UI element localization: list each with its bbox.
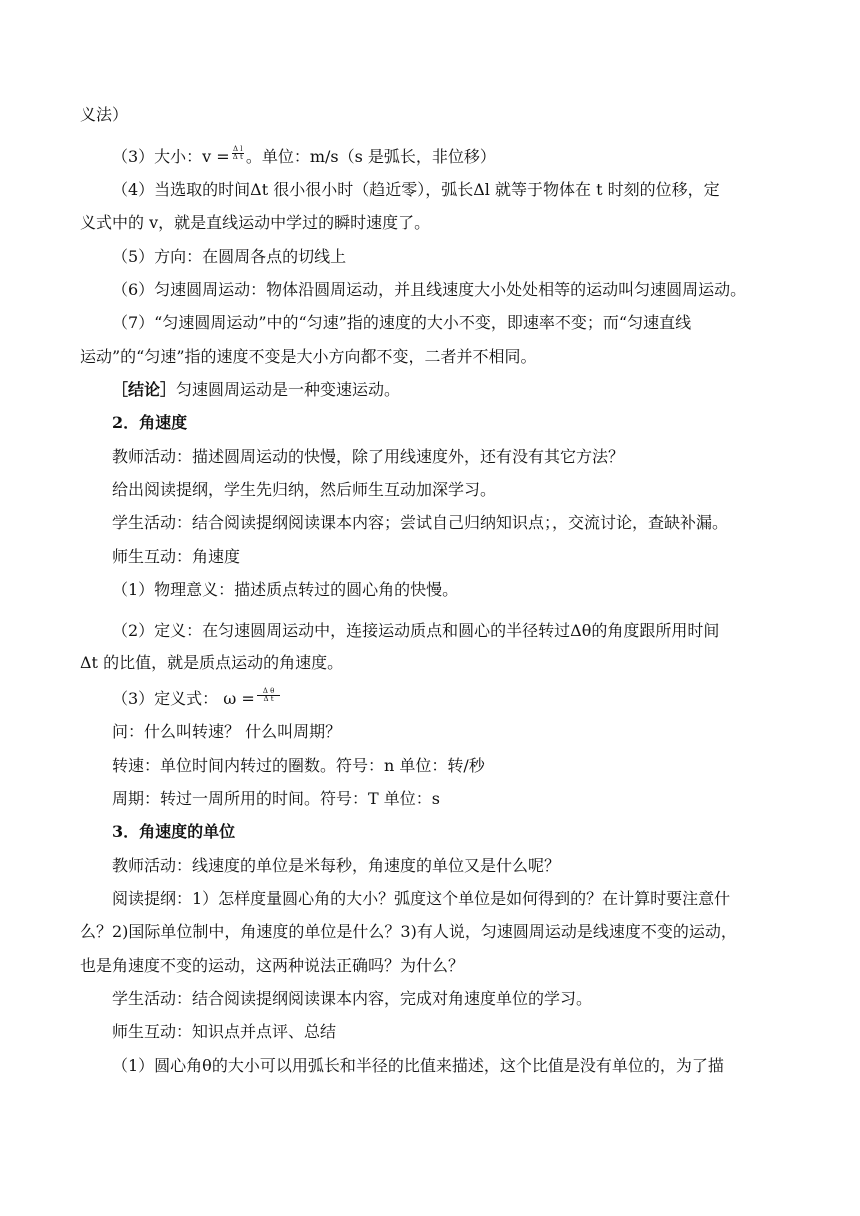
paragraph-text: 义法）	[80, 105, 129, 124]
text-line	[0, 173, 860, 207]
text-line	[0, 815, 860, 849]
paragraph-text: （4）当选取的时间Δt 很小很小时（趋近零），弧长Δl 就等于物体在 t 时刻的位移，定	[112, 180, 720, 199]
conclusion-line	[112, 373, 400, 407]
text-line	[0, 1049, 860, 1083]
paragraph-text: 么？2)国际单位制中，角速度的单位是什么？3)有人说，匀速圆周运动是线速度不变的运动，	[80, 922, 737, 941]
paragraph-text: 运动”的“匀速”指的速度不变是大小方向都不变，二者并不相同。	[80, 347, 537, 366]
formula-line	[112, 140, 496, 174]
text-line	[0, 306, 860, 340]
text-line	[0, 1015, 860, 1049]
text-line	[0, 440, 860, 474]
paragraph-text: （7）“匀速圆周运动”中的“匀速”指的速度的大小不变，即速率不变；而“匀速直线	[112, 313, 692, 332]
text-line	[0, 540, 860, 574]
formula-line	[112, 682, 282, 716]
paragraph-text: （1）物理意义：描述质点转过的圆心角的快慢。	[112, 580, 459, 599]
conclusion-label: ［结论］	[112, 380, 177, 399]
text-line	[0, 982, 860, 1016]
text-line	[0, 882, 860, 916]
text-line	[0, 206, 860, 240]
paragraph-text: 给出阅读提纲，学生先归纳，然后师生互动加深学习。	[112, 480, 497, 499]
text-line	[0, 646, 860, 680]
fraction-numerator: Δ l	[233, 145, 243, 153]
text-line	[0, 340, 860, 374]
paragraph-text: 学生活动：结合阅读提纲阅读课本内容，完成对角速度单位的学习。	[112, 989, 593, 1008]
text-line	[0, 240, 860, 274]
text-line	[0, 849, 860, 883]
text-line	[0, 749, 860, 783]
text-line	[0, 473, 860, 507]
paragraph-text: （2）定义：在匀速圆周运动中，连接运动质点和圆心的半径转过Δθ的角度跟所用时间	[112, 621, 720, 640]
text-line	[0, 273, 860, 307]
text-line	[0, 98, 860, 132]
paragraph-text: 师生互动：角速度	[112, 547, 241, 566]
paragraph-text: （1）圆心角θ的大小可以用弧长和半径的比值来描述，这个比值是没有单位的，为了描	[112, 1056, 724, 1075]
text-line	[0, 140, 860, 174]
fraction	[257, 688, 281, 703]
text-line	[0, 949, 860, 983]
text-line	[0, 682, 860, 716]
text-line	[0, 573, 860, 607]
text-line	[0, 915, 860, 949]
paragraph-text: （6）匀速圆周运动：物体沿圆周运动，并且线速度大小处处相等的运动叫匀速圆周运动。	[112, 280, 747, 299]
fraction-denominator: Δ t	[232, 153, 243, 161]
paragraph-text: 问：什么叫转速？ 什么叫周期？	[112, 722, 342, 741]
paragraph-text: 阅读提纲：1）怎样度量圆心角的大小？弧度这个单位是如何得到的？在计算时要注意什	[112, 889, 731, 908]
text-line	[0, 406, 860, 440]
fraction-numerator: Δ θ	[257, 688, 281, 696]
text-line	[0, 782, 860, 816]
paragraph-text: 教师活动：线速度的单位是米每秒，角速度的单位又是什么呢？	[112, 856, 561, 875]
paragraph-text: 义式中的 v，就是直线运动中学过的瞬时速度了。	[80, 213, 431, 232]
paragraph-text: 也是角速度不变的运动，这两种说法正确吗？为什么？	[80, 956, 465, 975]
text-line	[0, 614, 860, 648]
fraction-denominator: Δ t	[263, 695, 274, 703]
paragraph-text: 周期：转过一周所用的时间。符号：T 单位：s	[112, 789, 440, 808]
paragraph-text: Δt 的比值，就是质点运动的角速度。	[80, 653, 344, 672]
paragraph-text: 学生活动：结合阅读提纲阅读课本内容；尝试自己归纳知识点；，交流讨论，查缺补漏。	[112, 513, 729, 532]
section-heading: 3．角速度的单位	[112, 822, 236, 841]
formula-prefix: （3）大小：v =	[112, 147, 230, 166]
text-line	[0, 373, 860, 407]
paragraph-text: 转速：单位时间内转过的圈数。符号：n 单位：转/秒	[112, 756, 485, 775]
paragraph-text: 师生互动：知识点并点评、总结	[112, 1022, 337, 1041]
text-line	[0, 506, 860, 540]
conclusion-text: 匀速圆周运动是一种变速运动。	[176, 380, 401, 399]
formula-prefix: （3）定义式： ω =	[112, 689, 255, 708]
paragraph-text: 教师活动：描述圆周运动的快慢，除了用线速度外，还有没有其它方法？	[112, 447, 625, 466]
text-line	[0, 715, 860, 749]
paragraph-text: （5）方向：在圆周各点的切线上	[112, 247, 347, 266]
fraction	[232, 146, 244, 161]
section-heading: 2．角速度	[112, 413, 188, 432]
formula-suffix: 。单位：m/s（s 是弧长，非位移）	[245, 147, 496, 166]
